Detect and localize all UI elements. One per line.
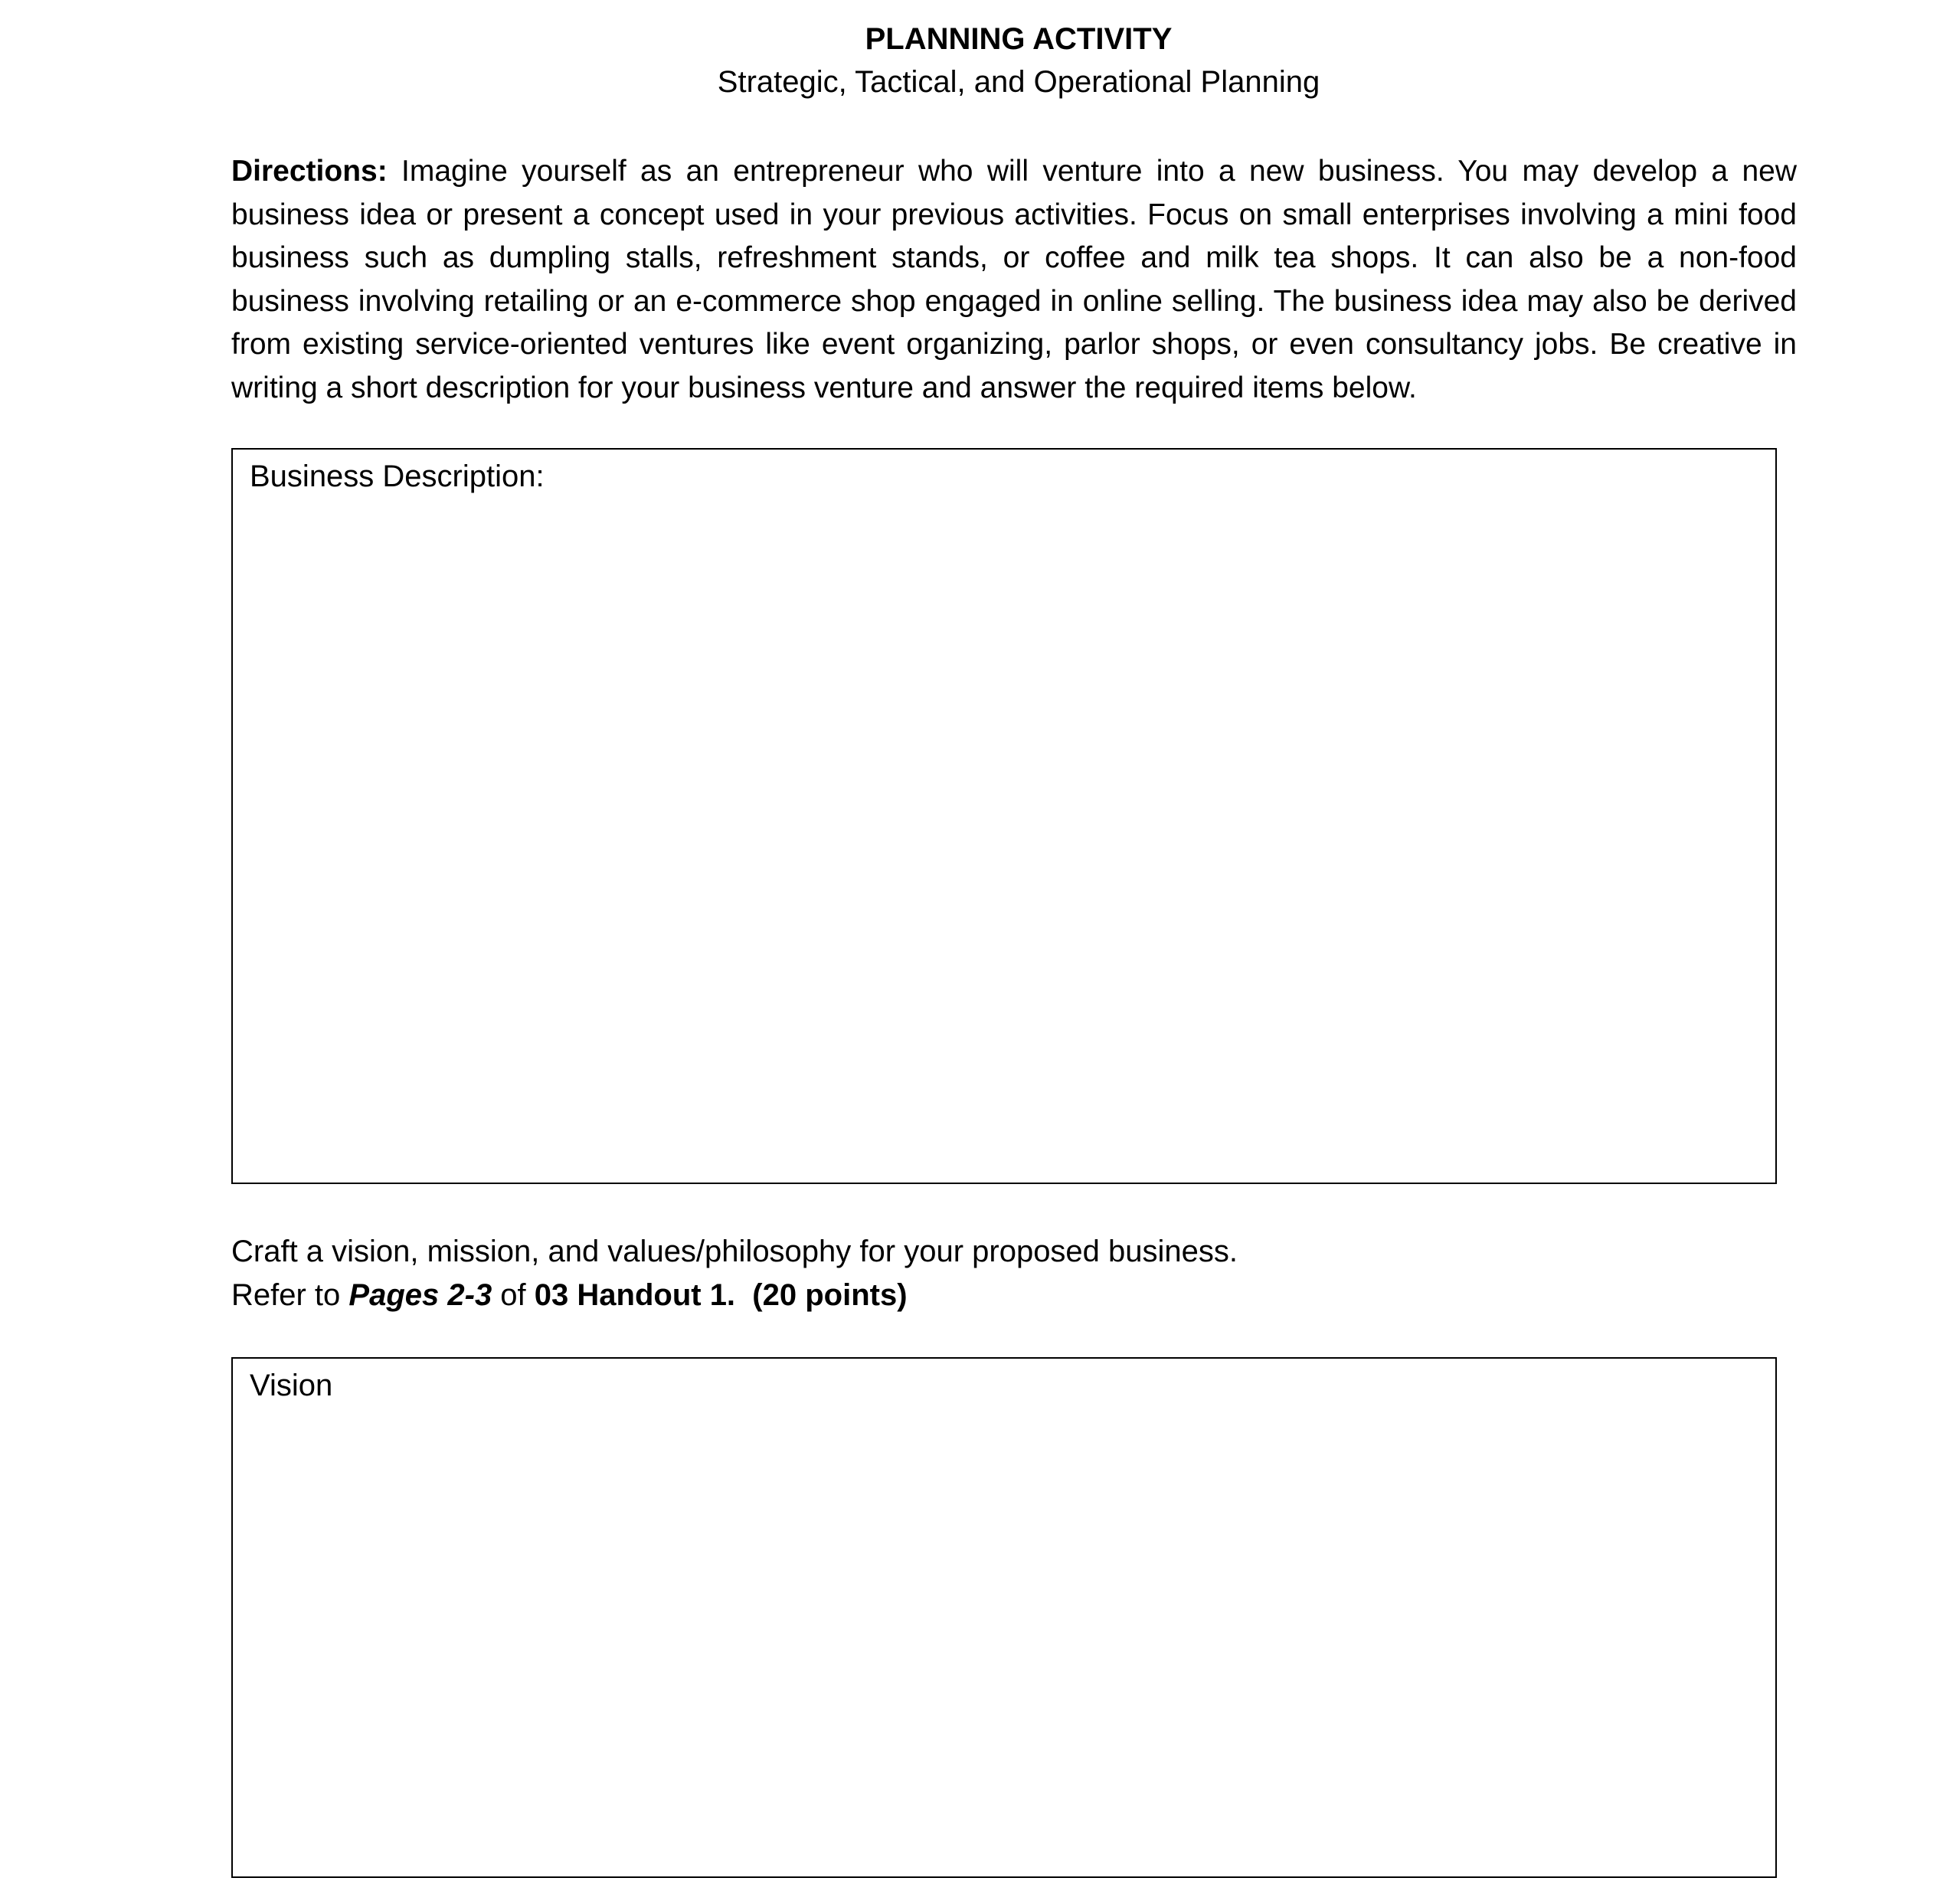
instruction-line-2 — [231, 1276, 1840, 1314]
spacer — [735, 1278, 752, 1312]
page-title: PLANNING ACTIVITY — [865, 22, 1173, 56]
directions-text: Imagine yourself as an entrepreneur who will venture into a new business. You may develop a new business idea or present a concept used in your previous activities. Focus on small enterprises involving a mini food business such as dumpling stalls, refreshment stands, or coffee and milk tea shops. It can also be a non-food business involving retailing or an e-commerce shop engaged in online selling. The business idea may also be derived from existing service-oriented ventures like event organizing, parlor shops, or even consultancy jobs. Be creative in writing a short description for your business venture and answer the required items below. — [231, 155, 1797, 404]
directions-paragraph — [231, 150, 1797, 410]
handout-reference: 03 Handout 1. — [534, 1278, 736, 1312]
vision-label: Vision — [250, 1369, 333, 1402]
business-description-label: Business Description: — [250, 460, 545, 493]
of-text: of — [492, 1278, 535, 1312]
page-subtitle: Strategic, Tactical, and Operational Planning — [717, 65, 1320, 99]
directions-label: Directions: — [231, 155, 388, 188]
instruction-line-1: Craft a vision, mission, and values/philosophy for your proposed business. — [231, 1235, 1238, 1268]
pages-reference: Pages 2-3 — [348, 1278, 492, 1312]
vision-box[interactable] — [231, 1357, 1777, 1878]
business-description-box[interactable] — [231, 448, 1777, 1184]
points-label: (20 points) — [752, 1278, 908, 1312]
refer-to-text: Refer to — [231, 1278, 349, 1312]
